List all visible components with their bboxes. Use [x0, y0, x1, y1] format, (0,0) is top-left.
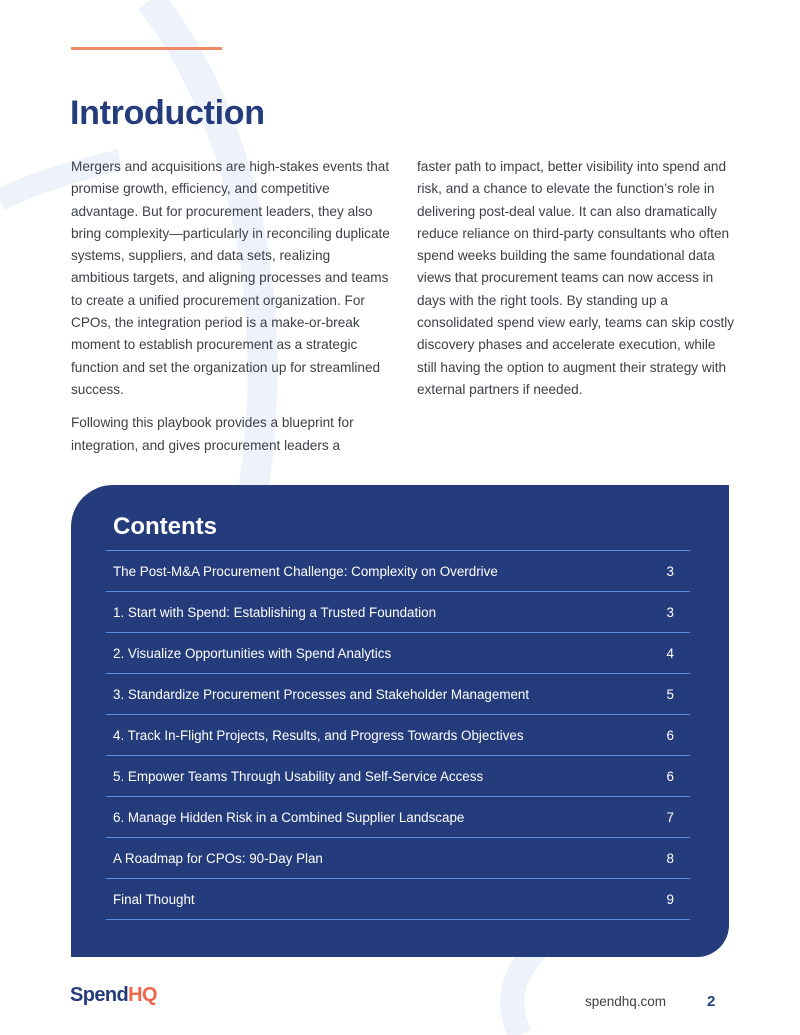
- toc-entry[interactable]: [106, 674, 690, 715]
- intro-paragraph: faster path to impact, better visibility into spend and risk, and a chance to elevate the function’s role in delivering post-deal value. It can also dramatically reduce reliance on third-party consultants who often spend weeks building the same foundational data views that procurement teams can now access in days with the right tools. By standing up a consolidated spend view early, teams can skip costly discovery phases and accelerate execution, while still having the option to augment their strategy with external partners if needed.: [417, 159, 735, 397]
- toc-entry-page: 3: [666, 604, 674, 620]
- spendhq-logo: [70, 984, 157, 1007]
- toc-entry[interactable]: [106, 592, 690, 633]
- toc-entry-label: 6. Manage Hidden Risk in a Combined Supplier Landscape: [113, 809, 465, 825]
- toc-entry[interactable]: [106, 551, 690, 592]
- toc-entry-label: 5. Empower Teams Through Usability and Self-Service Access: [113, 768, 484, 784]
- toc-entry[interactable]: [106, 879, 690, 920]
- toc-entry-label: 2. Visualize Opportunities with Spend Analytics: [113, 645, 392, 661]
- toc-entry-label: 1. Start with Spend: Establishing a Trusted Foundation: [113, 604, 437, 620]
- toc-entry-page: 3: [666, 563, 674, 579]
- toc-entry-label: 3. Standardize Procurement Processes and Stakeholder Management: [113, 686, 530, 702]
- logo-text-spend: Spend: [70, 984, 129, 1006]
- page-number: 2: [707, 993, 716, 1010]
- logo-text-hq: HQ: [128, 984, 157, 1006]
- toc-entry-page: 4: [666, 645, 674, 661]
- toc-entry[interactable]: [106, 797, 690, 838]
- contents-list: [106, 550, 690, 920]
- footer-url[interactable]: spendhq.com: [585, 994, 667, 1009]
- toc-entry-page: 9: [666, 891, 674, 907]
- intro-left-column: [71, 156, 391, 468]
- toc-entry-label: Final Thought: [113, 891, 195, 907]
- toc-entry[interactable]: [106, 633, 690, 674]
- contents-panel: [71, 485, 729, 957]
- contents-title: Contents: [113, 513, 217, 540]
- toc-entry[interactable]: [106, 715, 690, 756]
- toc-entry-label: A Roadmap for CPOs: 90-Day Plan: [113, 850, 323, 866]
- intro-paragraph: Mergers and acquisitions are high-stakes events that promise growth, efficiency, and competitive advantage. But for procurement leaders, they also bring complexity—particularly in reconciling duplicate systems, suppliers, and data sets, realizing ambitious targets, and aligning processes and teams to create a unified procurement organization. For CPOs, the integration period is a make-or-break moment to establish procurement as a strategic function and set the organization up for streamlined success.: [71, 159, 390, 397]
- toc-entry-page: 8: [666, 850, 674, 866]
- intro-paragraph: Following this playbook provides a blueprint for integration, and gives procurement leaders a: [71, 415, 354, 453]
- toc-entry-label: 4. Track In-Flight Projects, Results, and Progress Towards Objectives: [113, 727, 524, 743]
- page-title: Introduction: [70, 94, 265, 132]
- intro-right-column: [417, 156, 737, 412]
- toc-entry-page: 6: [666, 727, 674, 743]
- accent-bar: [71, 47, 222, 50]
- toc-entry-page: 6: [666, 768, 674, 784]
- toc-entry-page: 5: [666, 686, 674, 702]
- toc-entry-page: 7: [666, 809, 674, 825]
- toc-entry[interactable]: [106, 838, 690, 879]
- toc-entry[interactable]: [106, 756, 690, 797]
- toc-entry-label: The Post-M&A Procurement Challenge: Complexity on Overdrive: [113, 563, 498, 579]
